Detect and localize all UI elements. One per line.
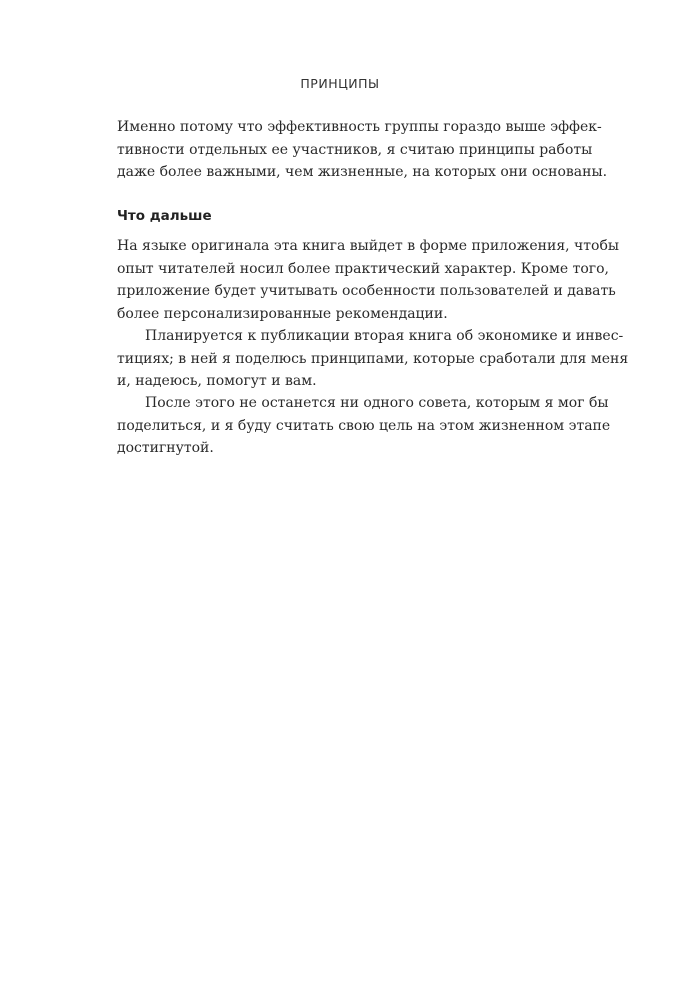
text-line: Именно потому что эффективность группы гораздо выше эффек- (117, 119, 602, 135)
paragraph-3 (117, 325, 629, 393)
text-line: Планируется к публикации вторая книга об экономике и инвес- (145, 328, 624, 344)
running-head: ПРИНЦИПЫ (300, 76, 380, 91)
paragraph-1 (117, 116, 608, 184)
section-heading: Что дальше (117, 208, 212, 224)
text-line: тициях; в ней я поделюсь принципами, которые сработали для меня (117, 350, 629, 367)
text-line: После этого не останется ни одного совета, которым я мог бы (145, 395, 609, 411)
paragraph-2 (117, 235, 620, 325)
text-line: даже более важными, чем жизненные, на которых они основаны. (117, 164, 608, 180)
text-line: и, надеюсь, помогут и вам. (117, 373, 317, 389)
text-line: тивности отдельных ее участников, я считаю принципы работы (117, 141, 593, 158)
text-line: достигнутой. (117, 440, 214, 456)
text-line: поделиться, и я буду считать свою цель на этом жизненном этапе (117, 417, 611, 434)
text-line: На языке оригинала эта книга выйдет в форме приложения, чтобы (117, 238, 620, 254)
text-line: приложение будет учитывать особенности пользователей и давать (117, 283, 616, 299)
text-line: опыт читателей носил более практический характер. Кроме того, (117, 260, 609, 277)
paragraph-4 (117, 392, 611, 460)
text-line: более персонализированные рекомендации. (117, 305, 448, 322)
